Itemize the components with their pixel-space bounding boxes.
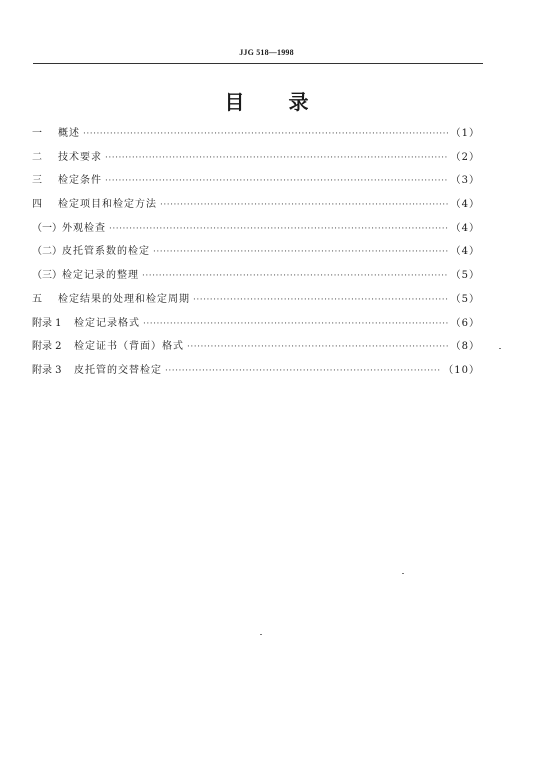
dot-leader <box>153 247 448 257</box>
header-rule <box>33 63 483 64</box>
dot-leader <box>109 224 448 234</box>
toc-entry-number: 一 <box>32 128 42 139</box>
toc-entry-number: 五 <box>32 293 42 305</box>
toc-entry[interactable] <box>32 171 480 195</box>
dot-leader <box>193 295 448 305</box>
dot-leader <box>165 366 440 376</box>
dot-leader <box>160 200 448 210</box>
document-code-header: JJG 518—1998 <box>239 48 294 57</box>
toc-entry-page: （5） <box>450 270 480 282</box>
toc-entry[interactable] <box>32 195 480 219</box>
toc-entry[interactable] <box>32 361 480 385</box>
toc-entry-page: （10） <box>443 364 480 376</box>
toc-entry-page: （4） <box>450 222 480 234</box>
scan-speck <box>499 348 501 349</box>
toc-entry-number: 附录 3 <box>32 364 62 376</box>
table-of-contents <box>32 124 480 385</box>
toc-entry-page: （4） <box>450 199 480 211</box>
toc-entry-label: 技术要求 <box>58 151 102 163</box>
scan-speck <box>260 634 262 635</box>
toc-entry[interactable] <box>32 148 480 172</box>
dot-leader <box>105 176 448 186</box>
toc-entry-page: （2） <box>450 151 480 163</box>
toc-entry[interactable] <box>32 219 480 243</box>
toc-entry-number: 附录 1 <box>32 317 62 329</box>
toc-entry-number: （三） <box>32 270 62 282</box>
toc-entry[interactable] <box>32 266 480 290</box>
toc-entry-label: 检定记录的整理 <box>62 270 139 282</box>
toc-entry[interactable] <box>32 314 480 338</box>
dot-leader <box>142 271 448 281</box>
toc-entry[interactable] <box>32 242 480 266</box>
toc-entry-label: 皮托管的交替检定 <box>74 364 162 376</box>
toc-entry-number: （一） <box>32 222 62 234</box>
toc-entry-page: （1） <box>450 128 480 139</box>
toc-entry-page: （4） <box>450 246 480 258</box>
toc-entry-number: 三 <box>32 175 42 187</box>
toc-entry[interactable] <box>32 337 480 361</box>
toc-entry[interactable] <box>32 290 480 314</box>
toc-entry[interactable] <box>32 124 480 148</box>
toc-entry-number: （二） <box>32 246 62 258</box>
toc-entry-label: 检定证书（背面）格式 <box>74 341 184 353</box>
toc-entry-page: （8） <box>450 341 480 353</box>
toc-entry-number: 二 <box>32 151 42 163</box>
toc-entry-number: 四 <box>32 199 42 211</box>
toc-entry-page: （5） <box>450 293 480 305</box>
dot-leader <box>187 342 448 352</box>
scan-speck <box>402 573 404 574</box>
toc-entry-page: （6） <box>450 317 480 329</box>
toc-entry-label: 皮托管系数的检定 <box>62 246 150 258</box>
dot-leader <box>143 319 448 329</box>
toc-entry-label: 检定条件 <box>58 175 102 187</box>
toc-entry-label: 检定记录格式 <box>74 317 140 329</box>
toc-entry-number: 附录 2 <box>32 341 62 353</box>
toc-entry-label: 概述 <box>58 128 80 139</box>
toc-entry-label: 检定项目和检定方法 <box>58 199 157 211</box>
dot-leader <box>83 129 448 139</box>
toc-entry-label: 外观检查 <box>62 222 106 234</box>
dot-leader <box>105 153 448 163</box>
toc-entry-page: （3） <box>450 175 480 187</box>
page-title: 目录 <box>224 90 353 114</box>
toc-entry-label: 检定结果的处理和检定周期 <box>58 293 190 305</box>
